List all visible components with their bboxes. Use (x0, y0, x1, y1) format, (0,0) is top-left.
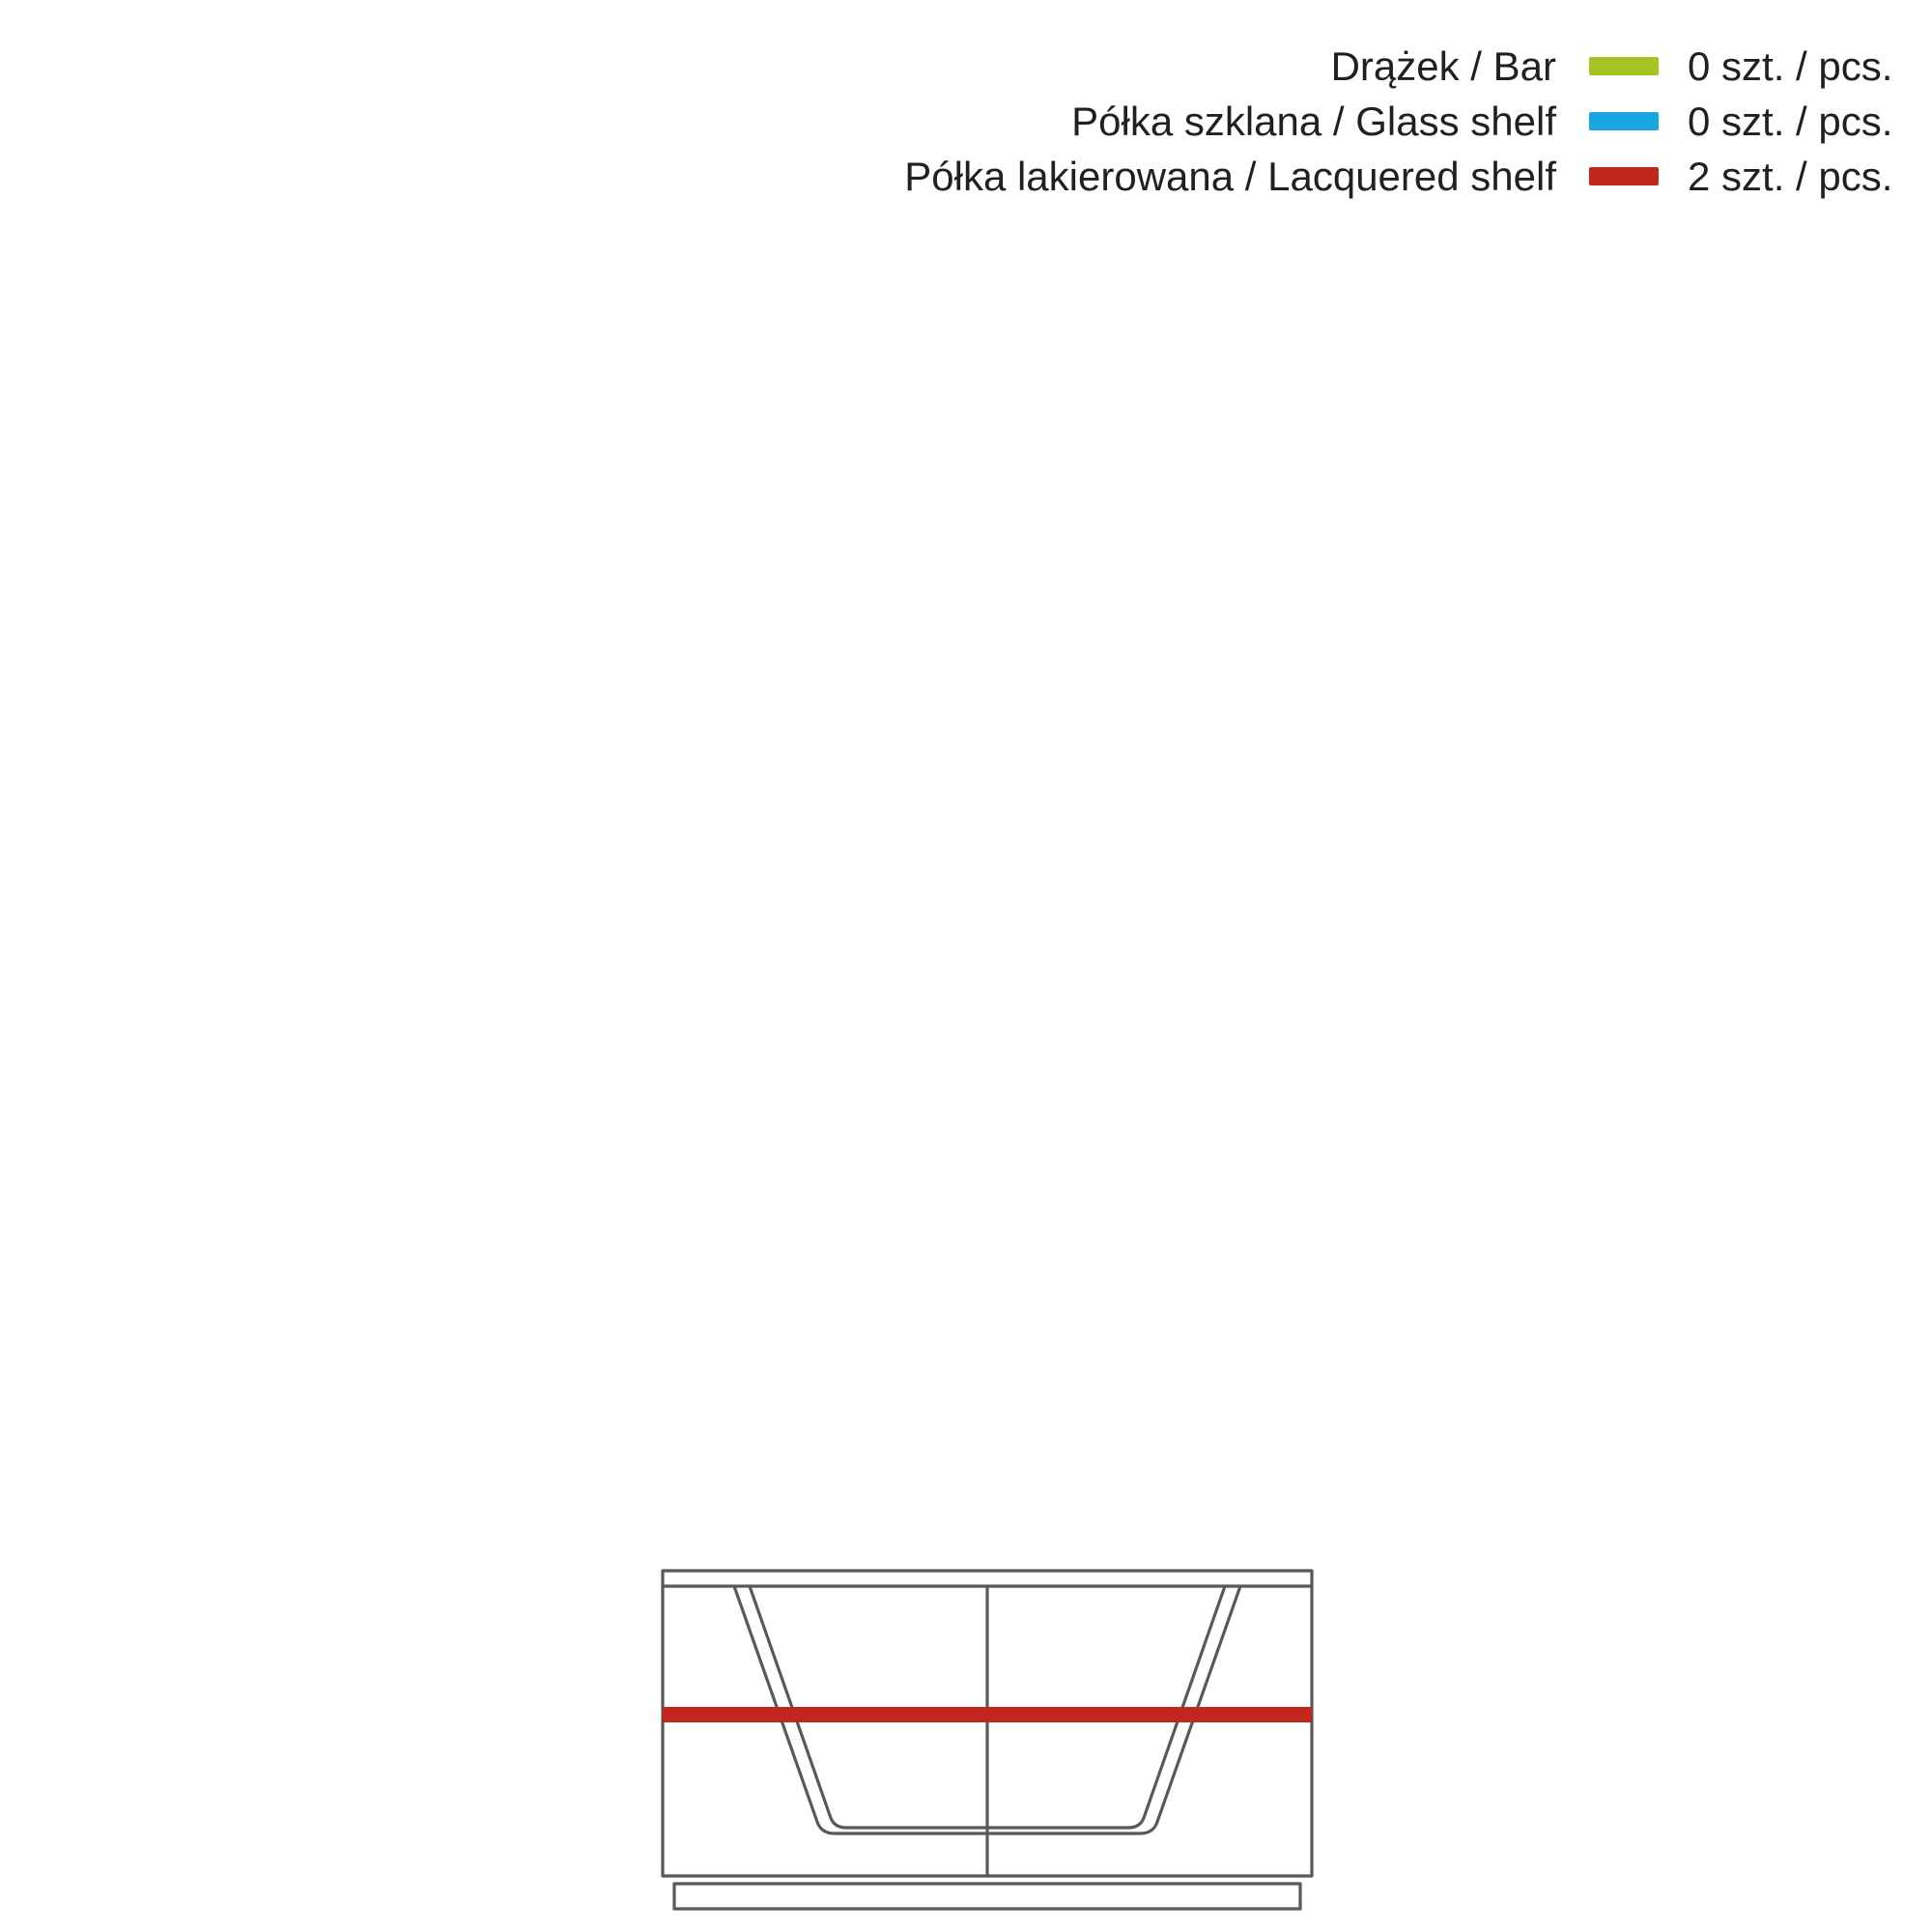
legend-swatch-lacquered-shelf (1589, 167, 1659, 185)
legend-row (1331, 39, 1908, 94)
legend-item-label: Półka lakierowana / Lacquered shelf (904, 153, 1556, 199)
cabinet-drawing (657, 1565, 1333, 1913)
legend-item-count: 2 szt. / pcs. (1688, 153, 1893, 199)
legend-row (904, 149, 1908, 204)
legend-row (1071, 94, 1908, 149)
legend-item-count: 0 szt. / pcs. (1688, 43, 1893, 89)
legend-item-label: Drążek / Bar (1330, 43, 1556, 89)
legend-item-label: Półka szklana / Glass shelf (1071, 98, 1556, 144)
legend-item-count: 0 szt. / pcs. (1688, 98, 1893, 144)
legend-swatch-glass-shelf (1589, 112, 1659, 130)
cabinet-plinth (674, 1884, 1300, 1909)
legend-swatch-bar (1589, 57, 1659, 75)
legend (0, 39, 1908, 204)
